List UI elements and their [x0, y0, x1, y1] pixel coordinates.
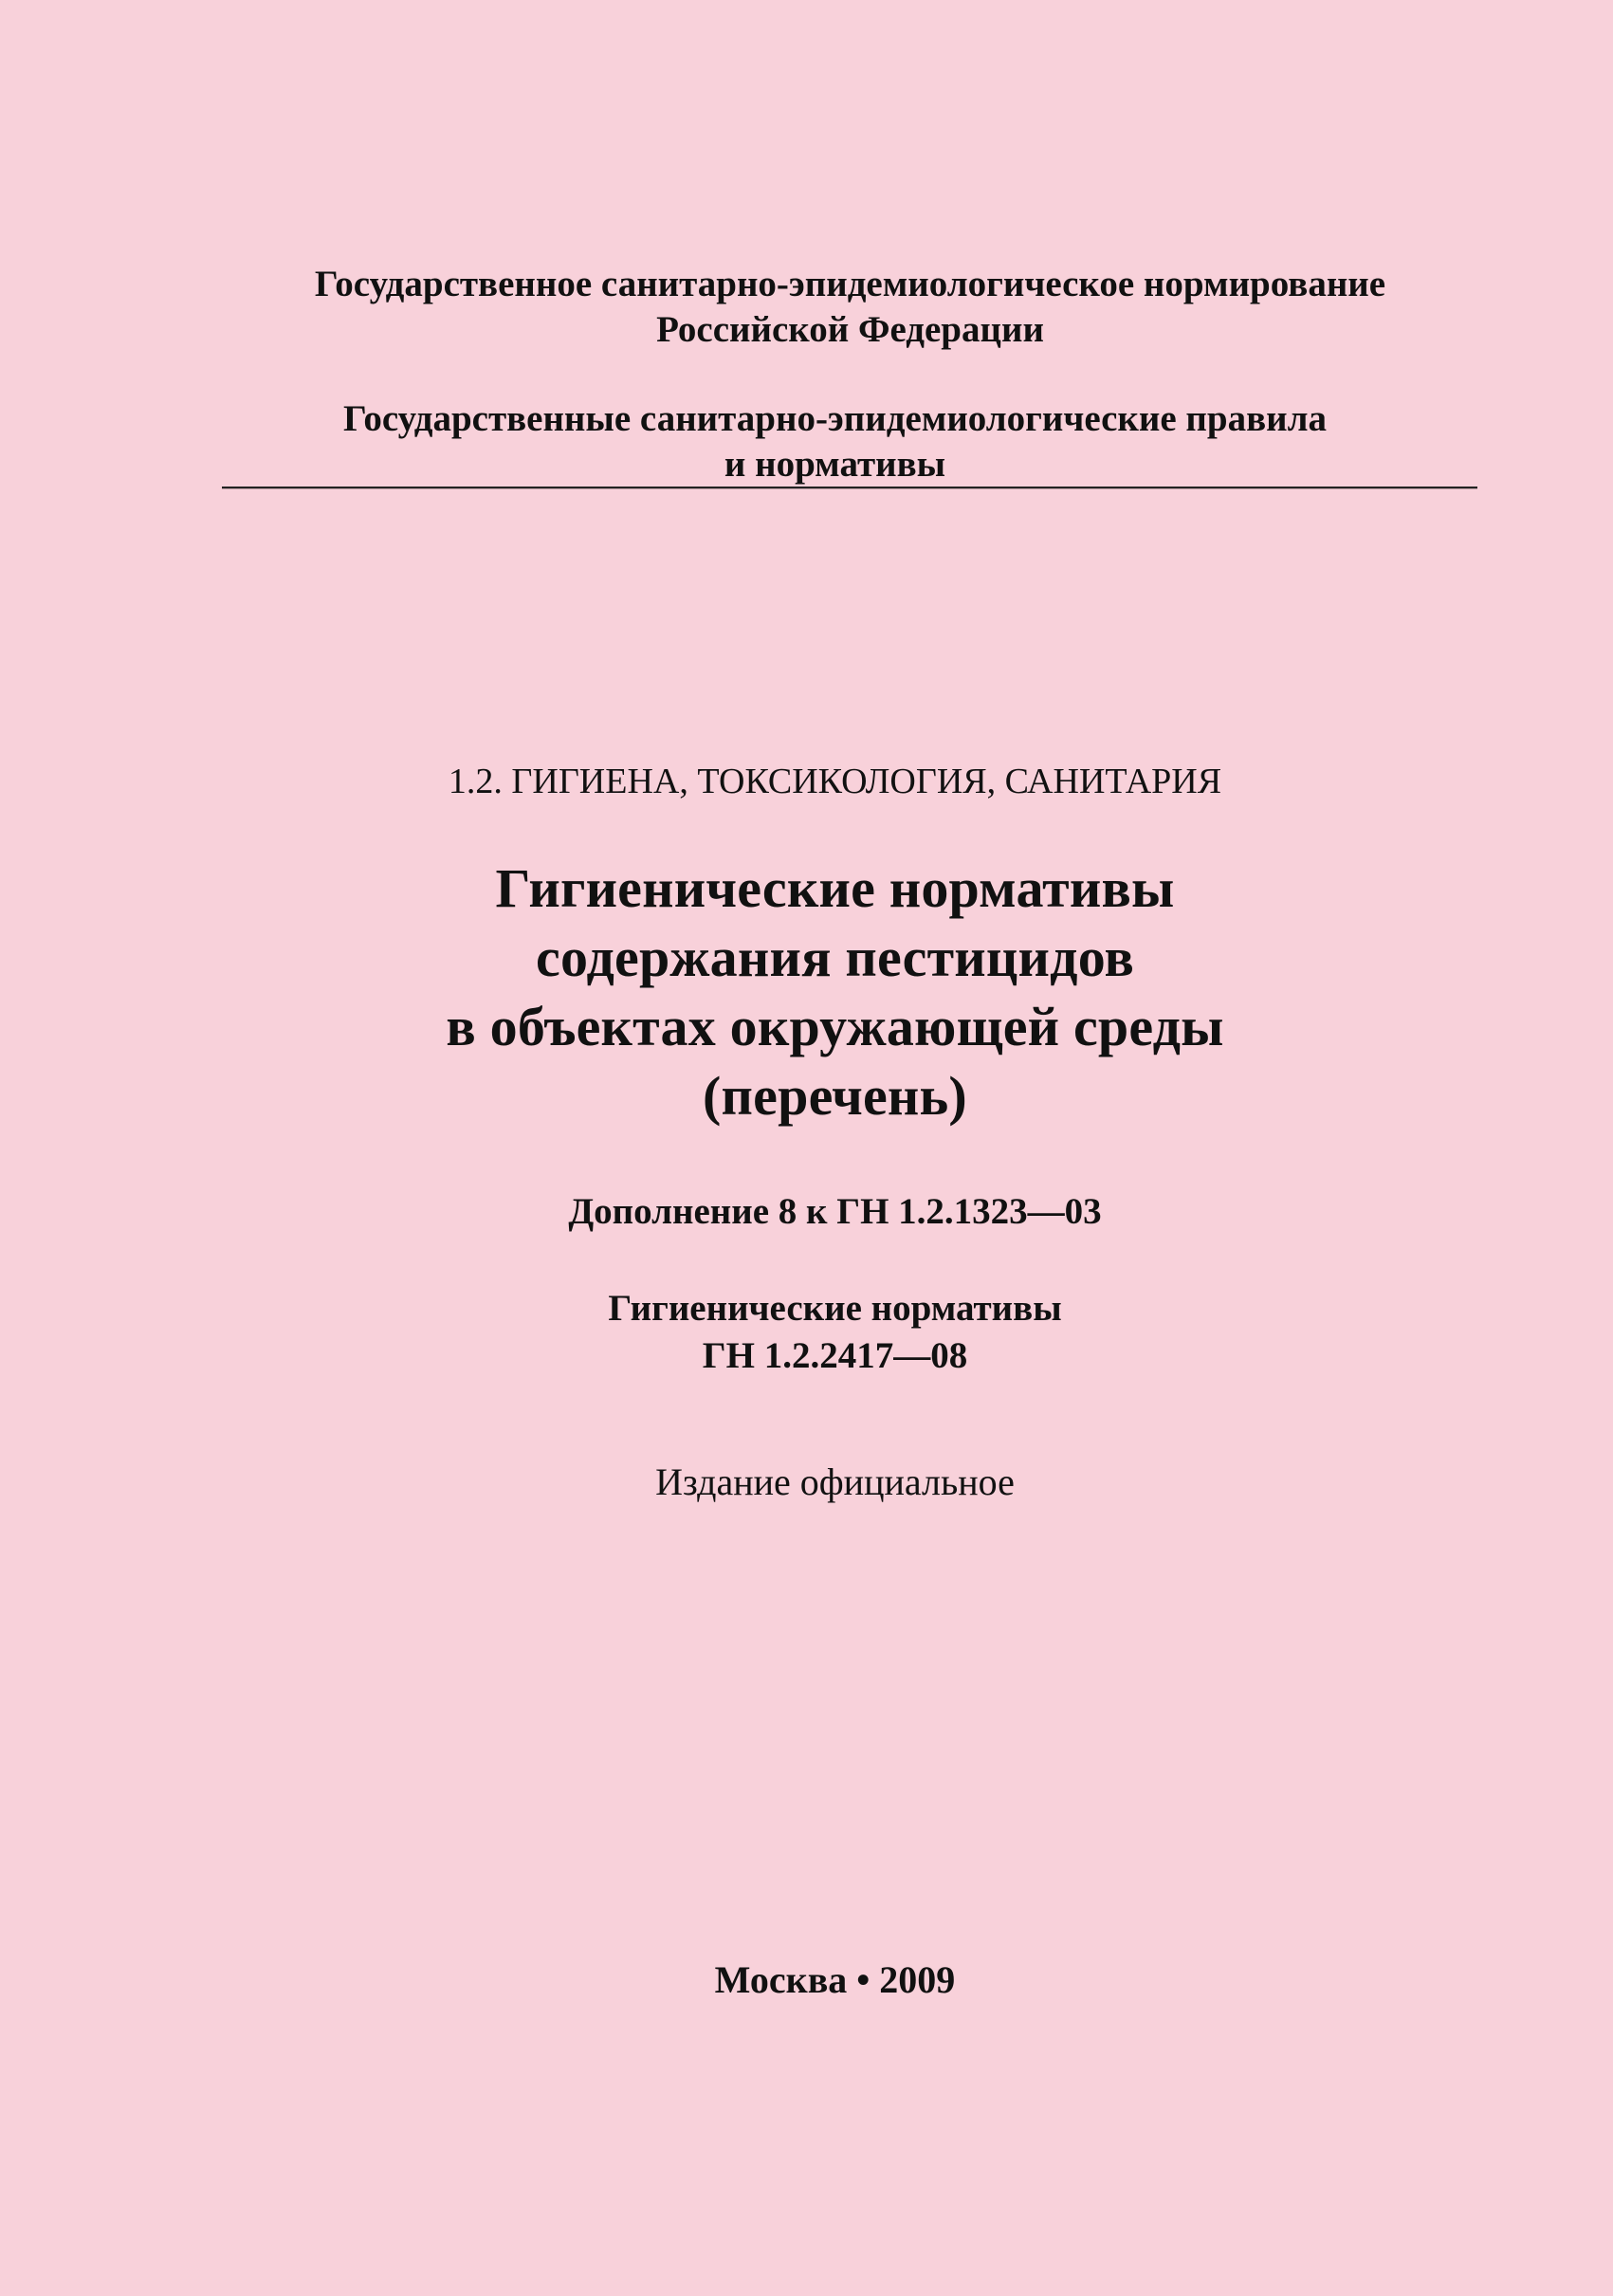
- title-line-3: в объектах окружающей среды: [446, 996, 1224, 1057]
- organization-line-1: Государственное санитарно-эпидемиологическое нормирование: [314, 264, 1386, 304]
- title-line-4: (перечень): [703, 1065, 967, 1127]
- rules-line-2: и нормативы: [724, 444, 946, 485]
- organization-line-2: Российской Федерации: [656, 309, 1044, 350]
- norms-line-2: ГН 1.2.2417—08: [702, 1335, 968, 1376]
- supplement-text: Дополнение 8 к ГН 1.2.1323—03: [568, 1191, 1102, 1232]
- title-line-2: содержания пестицидов: [536, 927, 1134, 988]
- rules-header: [28, 396, 1613, 487]
- footer-text: Москва • 2009: [714, 1958, 956, 2001]
- publication-place-year: [28, 1956, 1613, 2004]
- supplement-note: [28, 1189, 1613, 1235]
- norms-line-1: Гигиенические нормативы: [608, 1288, 1062, 1329]
- document-title: [28, 854, 1613, 1130]
- header-divider: [222, 487, 1477, 488]
- rules-line-1: Государственные санитарно-эпидемиологические правила: [342, 398, 1328, 439]
- edition-label: [28, 1459, 1613, 1506]
- title-line-1: Гигиенические нормативы: [495, 857, 1175, 919]
- norms-designation: [28, 1285, 1613, 1380]
- organization-header: [44, 262, 1613, 353]
- edition-text: Издание официальное: [655, 1460, 1015, 1503]
- section-text: 1.2. ГИГИЕНА, ТОКСИКОЛОГИЯ, САНИТАРИЯ: [448, 762, 1222, 801]
- section-heading: [28, 759, 1613, 804]
